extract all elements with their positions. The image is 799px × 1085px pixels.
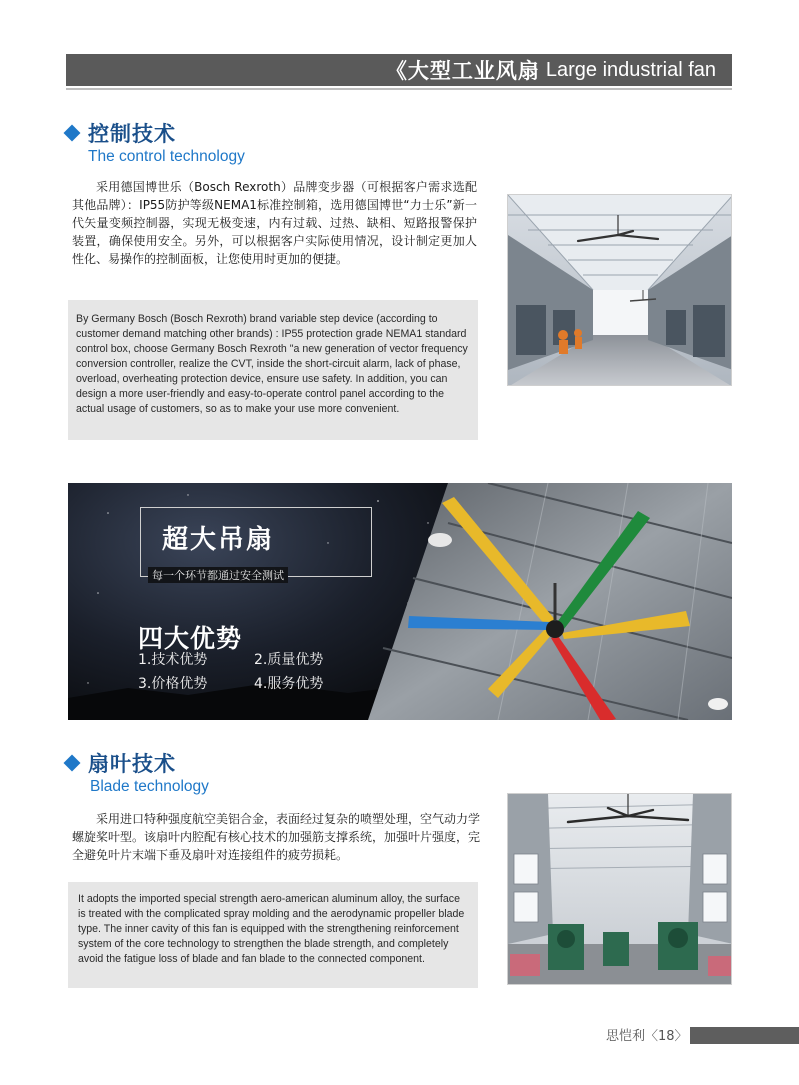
factory-photo-blade — [507, 793, 732, 985]
header-divider — [66, 88, 732, 90]
header-bar — [66, 54, 732, 86]
header-title-cn: 《大型工业风扇 — [385, 59, 540, 83]
banner-title: 超大吊扇 — [162, 525, 275, 555]
section-blade-text-en-box — [68, 882, 478, 988]
section-blade-text-en: It adopts the imported special strength aero-american aluminum alloy, the surface is treated with the complicated spray molding and the aerodynamic propeller blade type. The inner cavity of this fan is equipped with the strengthening reinforcement system of the core technology to strengthen the blade strength, and completely avoid the fatigue loss of blade and fan blade to the connected component. — [78, 893, 465, 965]
diamond-bullet-icon — [64, 125, 81, 142]
banner-advantage-item: 3.价格优势 — [138, 676, 208, 692]
page-number: 思恺利〈18〉 — [606, 1029, 688, 1044]
banner-advantages-title: 四大优势 — [138, 624, 243, 653]
section-control-heading — [66, 118, 176, 148]
section-blade-heading — [66, 748, 176, 778]
factory-photo-control — [507, 194, 732, 386]
section-blade-title: 扇叶技术 — [88, 752, 176, 776]
section-control-text-en: By Germany Bosch (Bosch Rexroth) brand variable step device (according to customer demand matching other brands) : IP55 protection grade NEMA1 standard control box, choose Germany Bosch Rexroth "a new generation of vector frequency conversion controller, realize the CVT, inside the short-circuit alarm, lack of phase, overload, overheating protection device, ensure use safety. In addition, you can design a more user-friendly and easy-to-operate control panel according to the actual usage of customers, so as to make your use more convenient. — [76, 313, 468, 415]
footer-bar — [690, 1027, 799, 1044]
section-control-title: 控制技术 — [88, 122, 176, 146]
banner-advantage-item: 2.质量优势 — [254, 652, 324, 668]
section-control-subtitle: The control technology — [88, 148, 245, 165]
banner-advantage-item: 1.技术优势 — [138, 652, 208, 668]
section-control-text-en-box — [68, 300, 478, 440]
banner-subtitle: 每一个环节都通过安全测试 — [148, 567, 288, 583]
header-title — [386, 56, 716, 84]
header-title-en: Large industrial fan — [545, 58, 716, 81]
diamond-bullet-icon — [64, 755, 81, 772]
banner-advantage-item: 4.服务优势 — [254, 676, 324, 692]
section-control-text-cn: 采用德国博世乐（Bosch Rexroth）品牌变步器（可根据客户需求选配其他品牌）：IP55防护等级NEMA1标准控制箱，选用德国博世“力士乐”新一代矢量变频控制器，实现无极变速，内有过载、过热、缺相、短路报警保护装置，确保使用安全。另外，可以根据客户实际使用情况，设计制定更加人性化、易操作的控制面板，让您使用时更加的便捷。 — [72, 180, 477, 266]
section-blade-text-cn: 采用进口特种强度航空美铝合金，表面经过复杂的喷塑处理，空气动力学螺旋桨叶型。该扇叶内腔配有核心技术的加强筋支撑系统，加强叶片强度，完全避免叶片末端下垂及扇叶对连接组件的疲劳损耗。 — [72, 812, 481, 862]
section-blade-subtitle: Blade technology — [90, 778, 209, 795]
promo-banner — [68, 483, 732, 720]
